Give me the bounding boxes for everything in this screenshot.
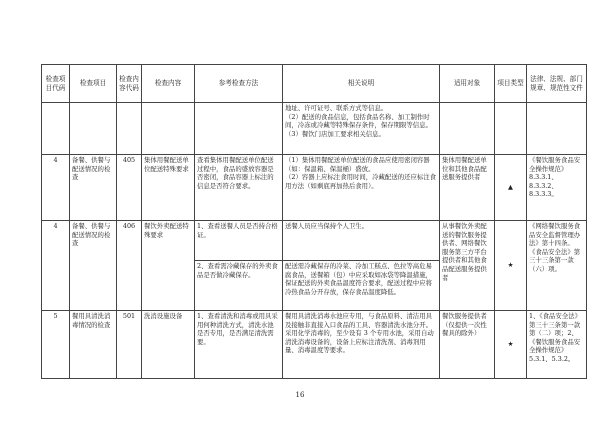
header-type: 项目类型: [495, 65, 527, 103]
header-target: 适用对象: [440, 65, 495, 103]
row406-item: 备餐、供餐与配送情况的检查: [70, 221, 117, 311]
row501-content: 洗消设施设备: [142, 311, 195, 379]
inspection-table: [41, 64, 587, 379]
header-code: 检查项目代码: [42, 65, 70, 103]
row405-code: 4: [42, 155, 70, 221]
row405-item: 备餐、供餐与配送情况的检查: [70, 155, 117, 221]
table-row-405: [42, 155, 587, 221]
row501-target: 餐饮服务提供者（仅提供一次性餐具的除外）: [440, 311, 495, 379]
table-row-continued: [42, 103, 587, 155]
row405-type-mark: ▲: [495, 155, 527, 221]
header-content: 检查内容: [142, 65, 195, 103]
row406-notes-1: 送餐人员应当保持个人卫生。: [283, 221, 440, 261]
row501-notes: 餐用具清洗消毒水池应专用，与食品原料、清洁用具及接触非直接入口食品的工具、容器清洗水池分开。采用化学消毒的，至少设有 3 个专用水池，采用自动清洗消毒设备的，设备上应标注清洗剂、消毒剂用量、消毒温度等要求。: [283, 311, 440, 379]
row406-target: 从事餐饮外卖配送的餐饮服务提供者、网络餐饮服务第三方平台提供者和其他食品配送服务提供者: [440, 221, 495, 311]
row405-law: 《餐饮服务食品安全操作规范》8.3.3.1、8.3.3.2、8.3.3.3。: [527, 155, 587, 221]
row501-method: 1、查看清洗和消毒或用具采用何种清洗方式，清洗水池是否专用，是否满足清洗需要。: [195, 311, 283, 379]
row406-type-mark: ★: [495, 221, 527, 311]
row501-type-mark: ★: [495, 311, 527, 379]
row406-method-1: 1、查看送餐人员是否持合格证。: [195, 221, 283, 261]
row406-code: 4: [42, 221, 70, 311]
table-row-501: [42, 311, 587, 379]
row501-code: 5: [42, 311, 70, 379]
continued-notes: 地址、许可证号、联系方式等信息。 （2）配送的食品信息，包括食品名称、加工制作时间，冷冻或冷藏等特殊保存条件，保存期限等信息。 （3）餐饮门店加工要求相关信息。: [283, 103, 440, 155]
header-method: 参考检查方法: [195, 65, 283, 103]
header-law: 法律、法规、部门规章、规范性文件: [527, 65, 587, 103]
row405-method: 查看集体用餐配送单位配送过程中，食品的盛放容器是否密闭，食品容器上标注的信息是否符合要求。: [195, 155, 283, 221]
row406-content-code: 406: [117, 221, 142, 311]
row501-content-code: 501: [117, 311, 142, 379]
header-row: [42, 65, 587, 103]
row406-method-2: 2、查看需冷藏保存的外卖食品是否做冷藏保存。: [195, 261, 283, 311]
row405-content: 集体用餐配送单位配送特殊要求: [142, 155, 195, 221]
table-row-406-a: [42, 221, 587, 261]
header-content-code: 检查内容代码: [117, 65, 142, 103]
row501-item: 餐用具清洗消毒情况的检查: [70, 311, 117, 379]
row406-content: 餐饮外卖配送特殊要求: [142, 221, 195, 311]
header-notes: 相关说明: [283, 65, 440, 103]
row405-content-code: 405: [117, 155, 142, 221]
row405-notes: （1）集体用餐配送单位配送的食品应使用密闭容器（如：保温箱、保温桶）盛放。 （2）容器上应标注食用时间，冷藏配送的还应标注食用方法（如剩底再加热后食用）。: [283, 155, 440, 221]
row406-notes-2: 配送需冷藏保存的冷菜、冷加工糕点、色拉等高危易腐食品，送餐箱（包）中应采取如冰袋等降温措施，保证配送的外卖食品温度符合要求，配送过程中应将冷热食品分开存放，保存食品温度降低。: [283, 261, 440, 311]
page-number: 16: [295, 391, 305, 399]
row405-target: 集体用餐配送单位和其他食品配送服务提供者: [440, 155, 495, 221]
row501-law: 1、《食品安全法》第三十三条第一款第（二）项；2、《餐饮服务食品安全操作规范》5.3.1、5.3.2。: [527, 311, 587, 379]
header-item: 检查项目: [70, 65, 117, 103]
row406-law: 《网络餐饮服务食品安全监督管理办法》第十四条。 《食品安全法》第三十三条第一款（六）项。: [527, 221, 587, 311]
